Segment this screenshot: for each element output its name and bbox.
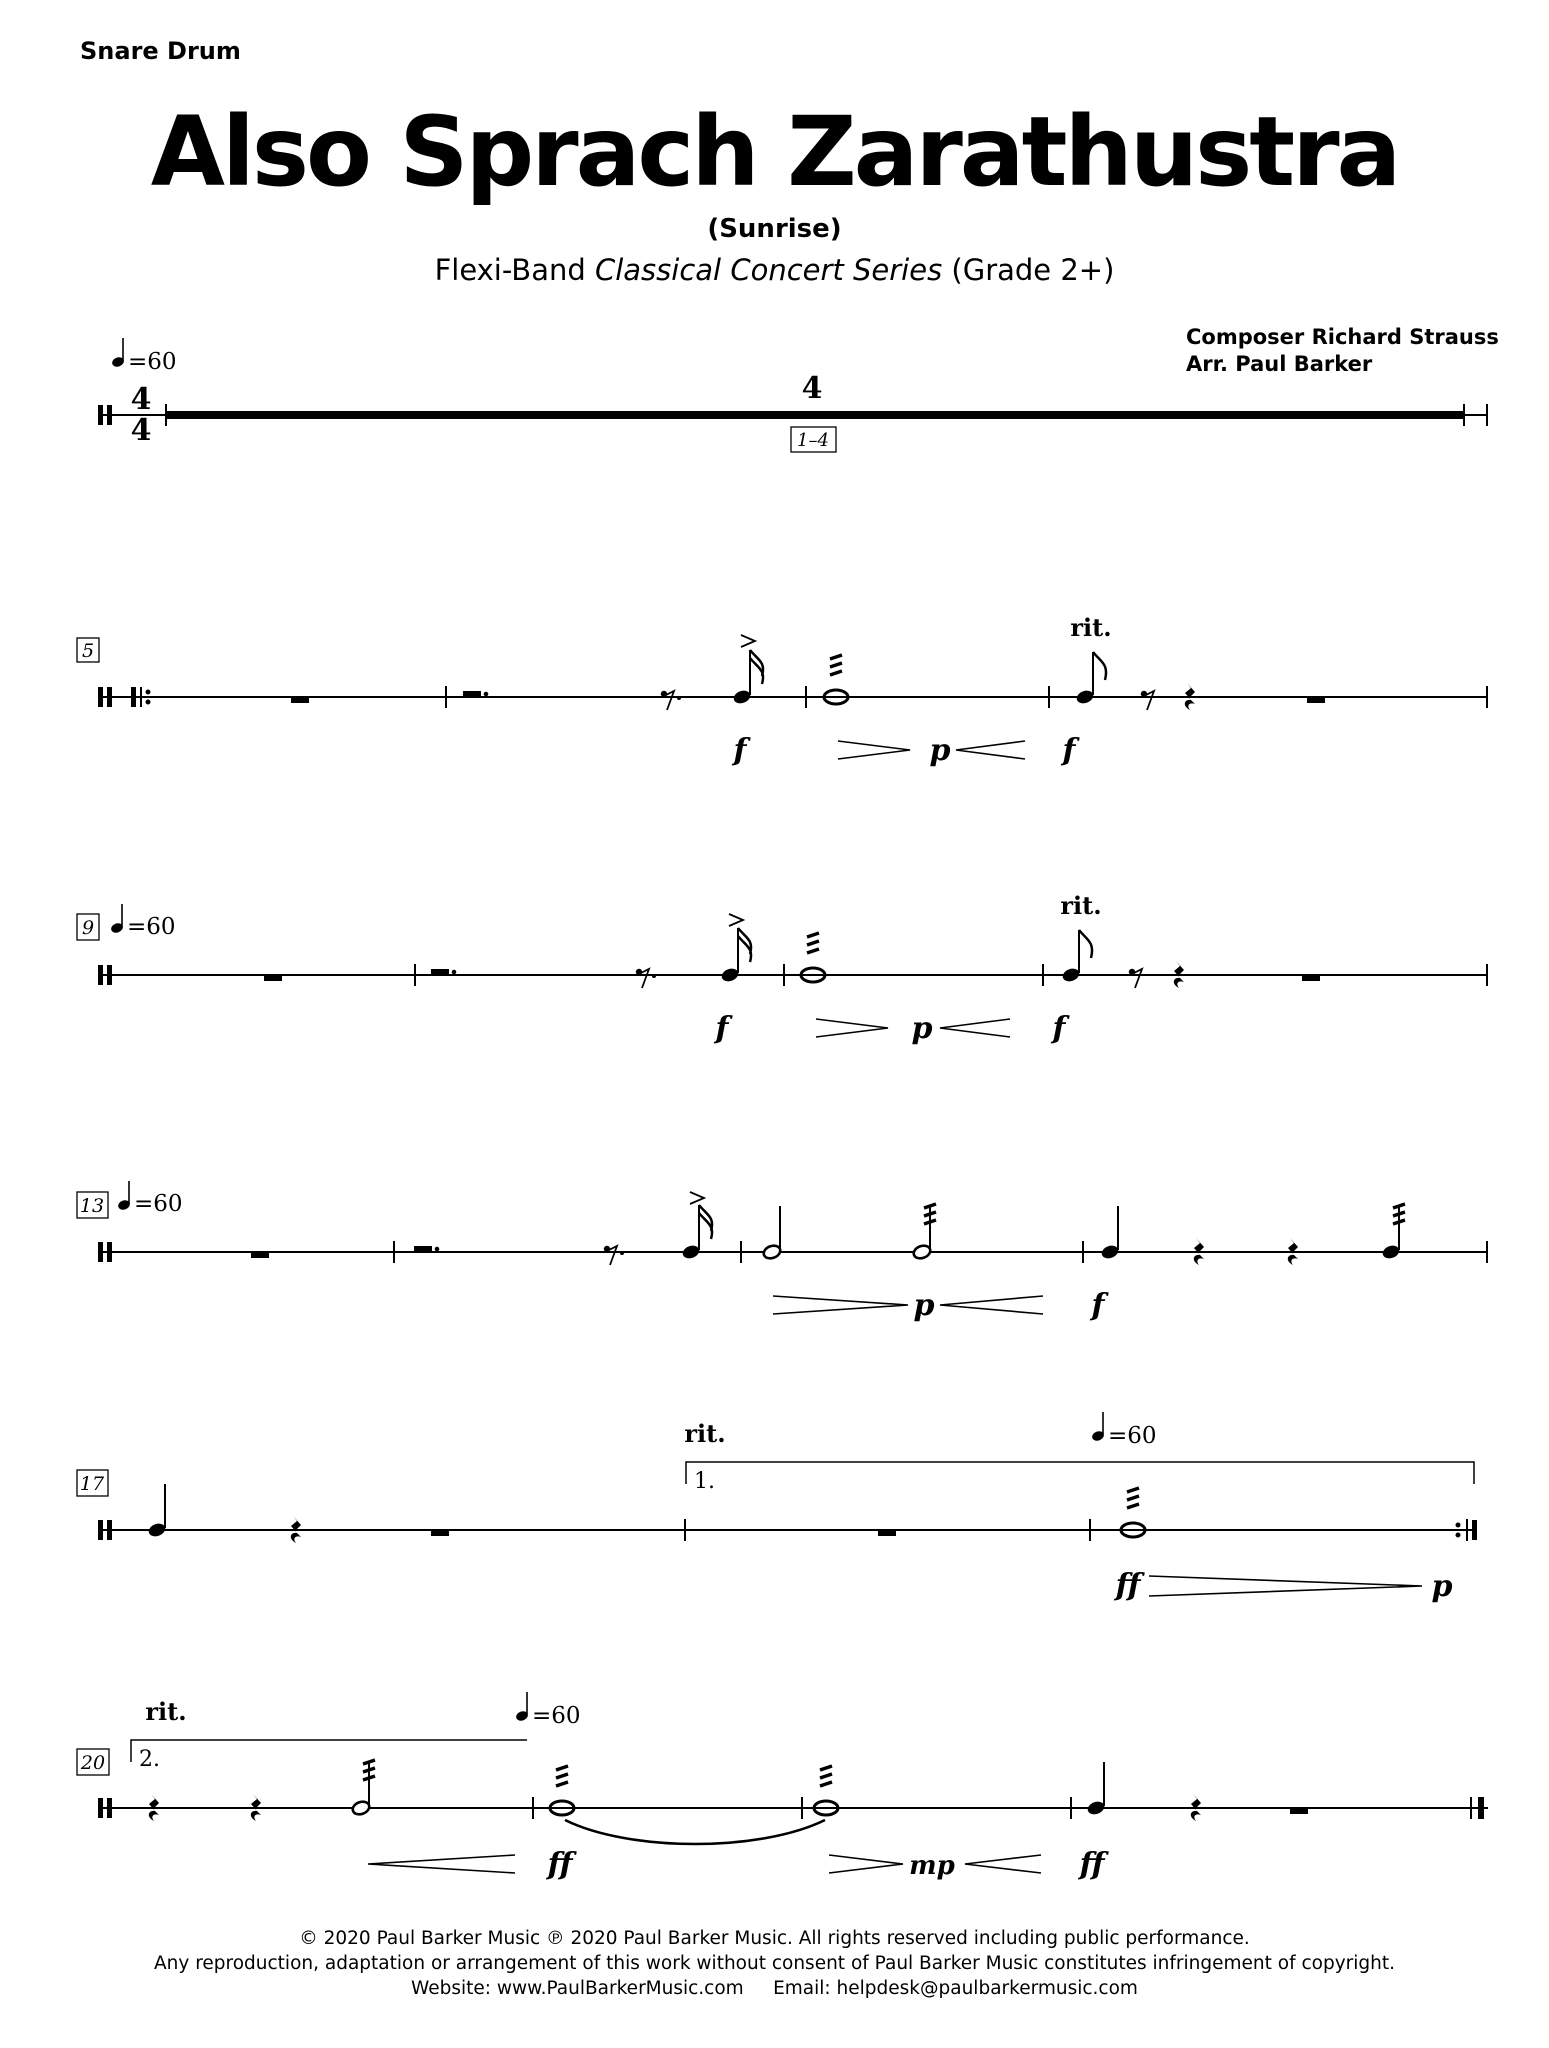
- svg-text:=60: =60: [128, 349, 177, 375]
- copyright-footer: [0, 1926, 1549, 2001]
- dynamic-f: f: [1052, 1011, 1066, 1046]
- time-signature-bottom: 4: [130, 413, 152, 448]
- volta-bracket-2: [131, 1740, 527, 1762]
- dynamic-mp: mp: [909, 1851, 955, 1881]
- system-2: [77, 613, 1488, 768]
- dynamic-p: p: [1431, 1569, 1453, 1604]
- svg-text:=60: =60: [1108, 1423, 1157, 1449]
- multirest-count: 4: [801, 371, 823, 406]
- decrescendo-hairpin: [773, 1296, 908, 1314]
- measure-number: 5: [81, 640, 95, 662]
- copyright-line: © 2020 Paul Barker Music ℗ 2020 Paul Barker Music. All rights reserved including public performance.: [299, 1928, 1250, 1949]
- measure-number: 20: [80, 1752, 106, 1774]
- dynamic-f: f: [715, 1011, 729, 1046]
- part-name: Snare Drum: [80, 37, 241, 65]
- svg-text:=60: =60: [127, 914, 176, 940]
- time-signature-top: 4: [130, 382, 152, 417]
- contact-line: Website: www.PaulBarkerMusic.com Email: helpdesk@paulbarkermusic.com: [411, 1978, 1138, 1999]
- multirest-bar: [166, 411, 1464, 419]
- dynamic-f: f: [733, 733, 747, 768]
- piece-subtitle: (Sunrise): [707, 214, 842, 244]
- system-6: [77, 1692, 1488, 1882]
- volta-2-label: 2.: [139, 1747, 160, 1772]
- tempo-marking: [110, 904, 176, 940]
- multirest-range: 1–4: [797, 430, 829, 451]
- series-name: Classical Concert Series: [594, 253, 943, 287]
- piece-title: Also Sprach Zarathustra: [150, 96, 1399, 208]
- crescendo-hairpin: [965, 1855, 1041, 1873]
- series-grade: (Grade 2+): [951, 253, 1115, 287]
- rit-marking: rit.: [145, 1697, 187, 1726]
- rit-marking: rit.: [1060, 891, 1102, 920]
- system-4: [77, 1181, 1488, 1323]
- dynamic-f: f: [1091, 1288, 1105, 1323]
- rit-marking: rit.: [684, 1419, 726, 1448]
- tempo-marking: [1091, 1412, 1157, 1449]
- crescendo-hairpin: [940, 1019, 1010, 1037]
- crescendo-hairpin: [368, 1855, 515, 1873]
- tempo-marking: [111, 338, 177, 375]
- decrescendo-hairpin: [1149, 1576, 1422, 1596]
- system-5: [77, 1412, 1488, 1604]
- measure-number: 9: [81, 917, 95, 939]
- system-1: [98, 338, 1488, 452]
- volta-1-label: 1.: [694, 1469, 715, 1494]
- crescendo-hairpin: [940, 1296, 1043, 1314]
- measure-number: 17: [79, 1473, 105, 1495]
- system-3: [77, 891, 1488, 1046]
- decrescendo-hairpin: [816, 1019, 888, 1037]
- crescendo-hairpin: [956, 741, 1025, 759]
- tie: [565, 1820, 825, 1844]
- composer-credit: Composer Richard Strauss: [1186, 325, 1499, 349]
- dynamic-p: p: [911, 1011, 933, 1046]
- series-prefix: Flexi-Band: [434, 253, 586, 287]
- dynamic-ff: ff: [1079, 1847, 1105, 1882]
- svg-text:=60: =60: [532, 1703, 581, 1729]
- tempo-marking: [117, 1181, 183, 1217]
- dynamic-ff: ff: [1115, 1568, 1141, 1603]
- decrescendo-hairpin: [838, 741, 910, 759]
- tempo-marking: [515, 1692, 581, 1729]
- dynamic-f: f: [1062, 733, 1076, 768]
- rit-marking: rit.: [1070, 613, 1112, 642]
- svg-text:=60: =60: [134, 1191, 183, 1217]
- arranger-credit: Arr. Paul Barker: [1186, 352, 1373, 376]
- copyright-notice: Any reproduction, adaptation or arrangement of this work without consent of Paul Barker Music constitutes infringement of copyright.: [153, 1953, 1395, 1974]
- volta-bracket-1: [686, 1462, 1474, 1484]
- measure-number: 13: [79, 1195, 105, 1217]
- dynamic-p: p: [929, 733, 951, 768]
- decrescendo-hairpin: [829, 1855, 903, 1873]
- dynamic-ff: ff: [547, 1847, 573, 1882]
- dynamic-p: p: [913, 1288, 935, 1323]
